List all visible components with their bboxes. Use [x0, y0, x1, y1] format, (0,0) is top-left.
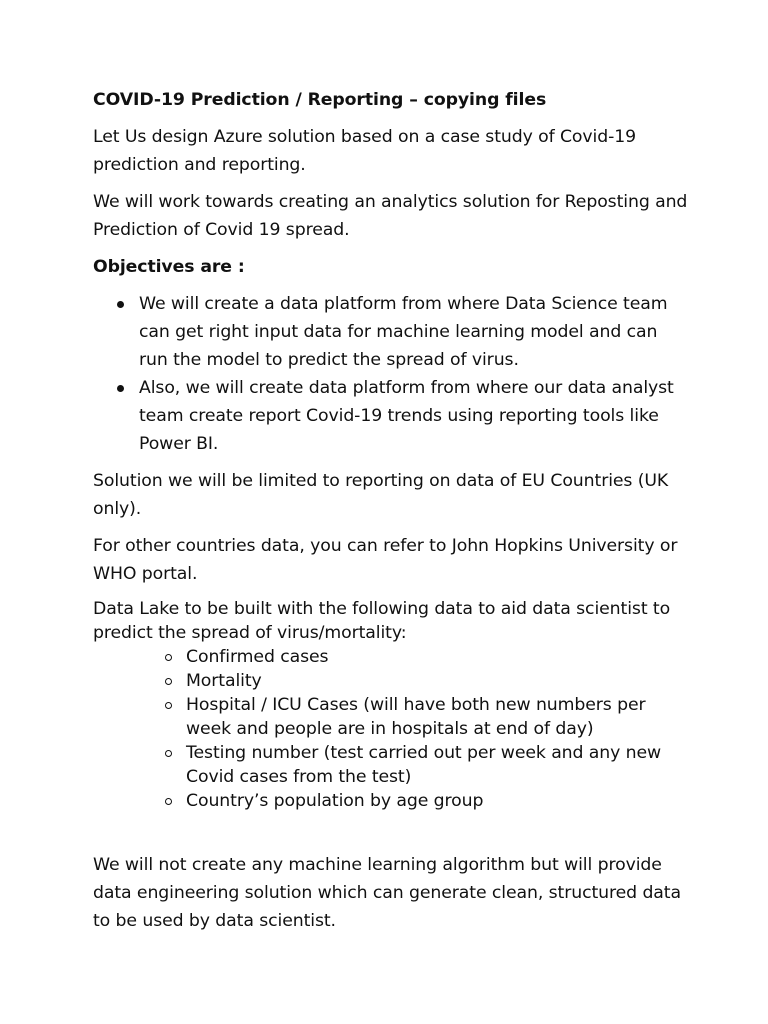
document-title: COVID-19 Prediction / Reporting – copying files — [93, 90, 547, 110]
data-lake-item — [186, 741, 688, 789]
objective-item — [139, 290, 688, 374]
bullet-dot-icon — [117, 385, 124, 392]
data-lake-item-text: Confirmed cases — [186, 647, 329, 667]
intro-paragraph: Let Us design Azure solution based on a case study of Covid-19 prediction and reporting. — [93, 127, 637, 175]
data-lake-paragraph: Data Lake to be built with the following data to aid data scientist to predict the spread of virus/mortality: — [93, 599, 671, 643]
other-countries-paragraph: For other countries data, you can refer to John Hopkins University or WHO portal. — [93, 536, 678, 584]
data-lake-item-text: Hospital / ICU Cases (will have both new numbers per week and people are in hospitals at end of day) — [186, 695, 646, 739]
circle-bullet-icon — [165, 654, 172, 661]
data-lake-list — [93, 645, 688, 813]
data-lake-item-text: Mortality — [186, 671, 262, 691]
objective-text: Also, we will create data platform from where our data analyst team create report Covid-19 trends using reporting tools like Power BI. — [139, 378, 674, 454]
circle-bullet-icon — [165, 702, 172, 709]
data-lake-item — [186, 669, 688, 693]
circle-bullet-icon — [165, 798, 172, 805]
solution-scope-paragraph: Solution we will be limited to reporting on data of EU Countries (UK only). — [93, 471, 669, 519]
data-lake-item-text: Testing number (test carried out per week and any new Covid cases from the test) — [186, 743, 662, 787]
goal-paragraph: We will work towards creating an analytics solution for Reposting and Prediction of Covid 19 spread. — [93, 192, 688, 240]
data-lake-item — [186, 789, 688, 813]
data-lake-item-text: Country’s population by age group — [186, 791, 484, 811]
circle-bullet-icon — [165, 678, 172, 685]
data-lake-item — [186, 645, 688, 669]
data-lake-item — [186, 693, 688, 741]
objective-text: We will create a data platform from where Data Science team can get right input data for machine learning model and can run the model to predict the spread of virus. — [139, 294, 668, 370]
closing-paragraph: We will not create any machine learning algorithm but will provide data engineering solution which can generate clean, structured data to be used by data scientist. — [93, 855, 681, 931]
circle-bullet-icon — [165, 750, 172, 757]
objectives-heading: Objectives are : — [93, 257, 245, 277]
objectives-list — [93, 290, 688, 458]
bullet-dot-icon — [117, 301, 124, 308]
objective-item — [139, 374, 688, 458]
